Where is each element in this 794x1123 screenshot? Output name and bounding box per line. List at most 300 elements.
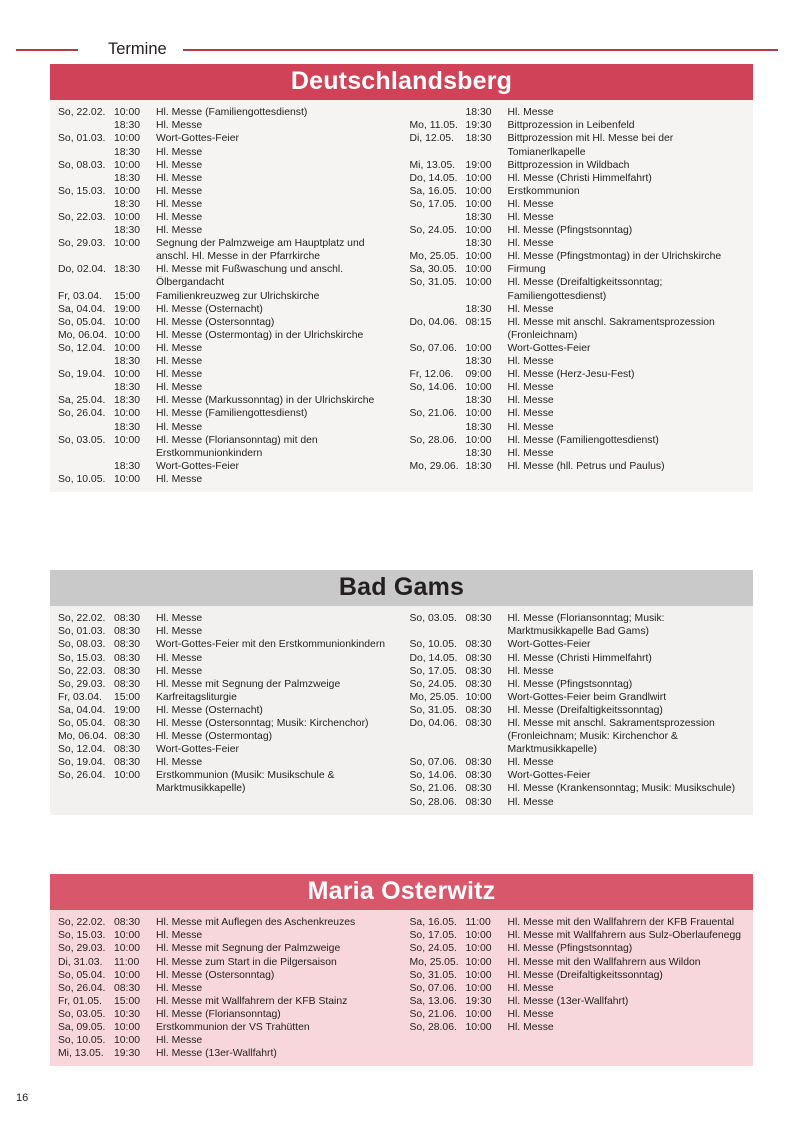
row-time: 08:30	[114, 613, 141, 625]
table-row	[410, 916, 748, 929]
row-date: So, 29.03.	[58, 943, 106, 955]
row-date: Do, 02.04.	[58, 264, 106, 276]
table-row	[410, 796, 748, 809]
table-row	[58, 460, 396, 473]
schedule-table	[410, 612, 748, 808]
header-rule-right	[183, 49, 778, 51]
row-description: Hl. Messe	[156, 159, 203, 171]
row-description: Hl. Messe	[156, 120, 203, 132]
row-time: 10:00	[114, 408, 141, 420]
row-description: Segnung der Palmzweige am Hauptplatz und anschl. Hl. Messe in der Pfarrkirche	[156, 238, 365, 263]
table-row	[410, 276, 748, 302]
table-row	[58, 743, 396, 756]
row-time: 08:30	[114, 744, 141, 756]
row-description: Wort-Gottes-Feier	[156, 744, 239, 756]
table-row	[58, 316, 396, 329]
row-time: 18:30	[114, 264, 141, 276]
table-row	[410, 691, 748, 704]
table-row	[58, 407, 396, 420]
row-description: Hl. Messe (Pfingstsonntag)	[507, 225, 633, 237]
table-row	[410, 185, 748, 198]
row-description: Familienkreuzweg zur Ulrichskirche	[156, 290, 320, 302]
row-time: 08:30	[114, 917, 141, 929]
table-row	[410, 250, 748, 263]
table-row	[58, 132, 396, 145]
table-row	[58, 678, 396, 691]
row-date: Sa, 25.04.	[58, 395, 106, 407]
row-date: Sa, 30.05.	[409, 264, 457, 276]
row-date	[58, 198, 114, 211]
row-time: 10:00	[465, 969, 492, 981]
row-description: Hl. Messe	[507, 382, 554, 394]
row-description: Hl. Messe	[507, 107, 554, 119]
table-row	[58, 652, 396, 665]
row-date: So, 03.05.	[58, 434, 106, 446]
table-row	[410, 665, 748, 678]
table-row	[410, 316, 748, 342]
row-description: Hl. Messe (Familiengottesdienst)	[507, 434, 659, 446]
row-description: Hl. Messe	[156, 1035, 203, 1047]
row-description: Hl. Messe mit Segnung der Palmzweige	[156, 678, 341, 690]
row-date: Sa, 13.06.	[409, 995, 457, 1007]
row-date	[58, 381, 114, 394]
row-description: Hl. Messe	[156, 146, 203, 158]
row-time: 19:30	[465, 995, 492, 1007]
row-time: 10:00	[465, 982, 492, 994]
row-date: So, 22.02.	[58, 917, 106, 929]
row-description: Hl. Messe (Dreifaltigkeitssonntag; Familiengottesdienst)	[507, 277, 663, 302]
row-time: 19:00	[114, 704, 141, 716]
table-row	[58, 211, 396, 224]
table-row	[58, 942, 396, 955]
row-date: So, 29.03.	[58, 238, 106, 250]
table-row	[58, 665, 396, 678]
row-description: Wort-Gottes-Feier	[156, 133, 239, 145]
row-time: 18:30	[465, 107, 492, 119]
row-time: 18:30	[465, 447, 492, 459]
row-description: Firmung	[507, 264, 546, 276]
row-time: 09:00	[465, 369, 492, 381]
row-description: Hl. Messe mit anschl. Sakramentsprozession (Fronleichnam; Musik: Kirchenchor & Marktmusikkapelle)	[507, 718, 715, 756]
row-date: So, 26.04.	[58, 982, 106, 994]
row-date: So, 07.06.	[409, 982, 457, 994]
row-date: So, 05.04.	[58, 718, 106, 729]
row-description: Hl. Messe (Ostermontag) in der Ulrichskirche	[156, 329, 364, 341]
row-time: 15:00	[114, 691, 141, 703]
row-date	[58, 224, 114, 237]
table-row	[58, 625, 396, 638]
row-date: So, 12.04.	[58, 744, 106, 756]
row-description: Hl. Messe	[507, 1008, 554, 1020]
table-row	[410, 717, 748, 756]
row-date: Do, 14.05.	[409, 652, 458, 664]
schedule-table	[58, 106, 396, 486]
row-description: Hl. Messe	[156, 930, 203, 942]
row-description: Hl. Messe	[156, 421, 203, 433]
row-time: 18:30	[114, 120, 141, 132]
row-time: 19:00	[114, 303, 141, 315]
table-row	[58, 769, 396, 795]
row-date: So, 17.05.	[409, 198, 457, 210]
row-time: 10:00	[465, 172, 492, 184]
row-date: So, 26.04.	[58, 408, 106, 420]
row-date	[410, 106, 466, 119]
table-row	[58, 263, 396, 289]
row-time: 10:00	[465, 434, 492, 446]
row-time: 10:00	[465, 185, 492, 197]
row-date: So, 28.06.	[409, 1022, 457, 1033]
table-row	[410, 1021, 748, 1034]
row-description: Wort-Gottes-Feier mit den Erstkommunionkindern	[156, 639, 386, 651]
row-description: Hl. Messe mit Segnung der Palmzweige	[156, 943, 341, 955]
table-row	[58, 929, 396, 942]
table-row	[410, 224, 748, 237]
row-time: 10:00	[114, 212, 141, 223]
row-time: 10:00	[114, 1022, 141, 1033]
table-row	[410, 1008, 748, 1021]
table-row	[58, 995, 396, 1008]
row-date: So, 15.03.	[58, 930, 106, 942]
table-row	[58, 638, 396, 651]
row-description: Hl. Messe	[156, 369, 203, 381]
row-description: Hl. Messe	[156, 473, 203, 485]
row-date: Fr, 12.06.	[409, 369, 454, 381]
row-description: Wort-Gottes-Feier	[507, 639, 591, 651]
row-time: 08:30	[465, 783, 492, 795]
row-description: Erstkommunion der VS Trahütten	[156, 1022, 310, 1033]
section-body	[50, 100, 753, 492]
row-description: Hl. Messe mit den Wallfahrern aus Wildon	[507, 956, 701, 968]
row-description: Hl. Messe	[507, 356, 554, 368]
row-description: Hl. Messe	[156, 172, 203, 184]
row-description: Hl. Messe	[156, 382, 203, 394]
table-row	[58, 730, 396, 743]
row-description: Hl. Messe	[507, 757, 554, 769]
row-description: Hl. Messe	[156, 198, 203, 210]
row-date: Mo, 25.05.	[409, 691, 459, 703]
row-description: Hl. Messe (Christi Himmelfahrt)	[507, 172, 652, 184]
row-description: Bittprozession in Leibenfeld	[507, 120, 635, 132]
row-time: 10:00	[465, 342, 492, 354]
row-date	[410, 237, 466, 250]
row-date: So, 29.03.	[58, 678, 106, 690]
row-date: Di, 12.05.	[409, 133, 454, 145]
row-date: Sa, 16.05.	[409, 185, 457, 197]
row-description: Hl. Messe	[156, 652, 203, 664]
row-time: 08:30	[114, 757, 141, 769]
table-row	[58, 717, 396, 730]
row-time: 10:00	[114, 943, 141, 955]
section-body	[50, 910, 753, 1066]
row-date: So, 22.03.	[58, 212, 106, 223]
row-time: 10:00	[114, 107, 141, 119]
table-row	[58, 185, 396, 198]
row-date: Mo, 25.05.	[409, 251, 459, 263]
table-row	[410, 368, 748, 381]
section-body	[50, 606, 753, 814]
row-time: 08:30	[465, 652, 492, 664]
row-time: 18:30	[114, 198, 141, 210]
table-row	[410, 119, 748, 132]
row-date: Fr, 03.04.	[58, 290, 102, 302]
row-date: So, 12.04.	[58, 342, 106, 354]
table-row	[58, 237, 396, 263]
section-maria-osterwitz	[50, 874, 753, 1066]
row-date: So, 24.05.	[409, 943, 457, 955]
row-description: Hl. Messe mit anschl. Sakramentsprozession (Fronleichnam)	[507, 316, 715, 341]
row-date: So, 05.04.	[58, 969, 106, 981]
row-date: So, 31.05.	[409, 704, 457, 716]
row-description: Hl. Messe	[156, 757, 203, 769]
row-date: So, 05.04.	[58, 316, 106, 328]
row-description: Karfreitagsliturgie	[156, 691, 237, 703]
row-time: 15:00	[114, 290, 141, 302]
row-time: 10:00	[114, 238, 141, 250]
row-date: So, 24.05.	[409, 678, 457, 690]
row-description: Hl. Messe	[156, 185, 203, 197]
row-description: Hl. Messe	[507, 447, 554, 459]
row-date: Sa, 16.05.	[409, 917, 457, 929]
row-time: 18:30	[465, 133, 492, 145]
table-row	[410, 929, 748, 942]
table-row	[58, 119, 396, 132]
row-time: 10:00	[114, 329, 141, 341]
row-date: Mi, 13.05.	[409, 159, 456, 171]
table-row	[410, 394, 748, 407]
table-row	[410, 460, 748, 473]
row-date: Do, 04.06.	[409, 718, 458, 729]
row-date: So, 10.05.	[58, 473, 106, 485]
row-time: 10:00	[465, 691, 492, 703]
row-time: 08:30	[465, 639, 492, 651]
row-description: Hl. Messe	[507, 212, 554, 223]
table-row	[410, 942, 748, 955]
table-row	[410, 211, 748, 224]
row-description: Hl. Messe (Floriansonntag) mit den Erstkommunionkindern	[156, 434, 318, 459]
section-deutschlandsberg	[50, 64, 753, 492]
row-time: 10:00	[465, 382, 492, 394]
row-date	[410, 447, 466, 460]
row-date: Mo, 06.04.	[58, 731, 108, 743]
table-row	[410, 263, 748, 276]
row-date	[58, 421, 114, 434]
row-description: Hl. Messe (Dreifaltigkeitssonntag)	[507, 969, 663, 981]
column-left	[50, 612, 402, 808]
row-time: 18:30	[114, 356, 141, 368]
row-time: 18:30	[114, 172, 141, 184]
table-row	[58, 1034, 396, 1047]
row-time: 18:30	[114, 395, 141, 407]
row-description: Bittprozession mit Hl. Messe bei der Tomianerlkapelle	[507, 133, 674, 158]
row-description: Hl. Messe	[507, 303, 554, 315]
section-bad-gams	[50, 570, 753, 815]
row-time: 15:00	[114, 995, 141, 1007]
row-description: Wort-Gottes-Feier	[507, 770, 591, 782]
row-date	[410, 303, 466, 316]
row-date: So, 21.06.	[409, 783, 457, 795]
row-description: Hl. Messe mit Wallfahrern aus Sulz-Oberlaufenegg	[507, 930, 741, 942]
table-row	[58, 473, 396, 486]
row-time: 18:30	[465, 421, 492, 433]
row-date: So, 21.06.	[409, 1008, 457, 1020]
row-description: Hl. Messe (Krankensonntag; Musik: Musikschule)	[507, 783, 736, 795]
row-description: Hl. Messe (Pfingstsonntag)	[507, 678, 633, 690]
row-date: So, 10.05.	[409, 639, 457, 651]
row-date: So, 15.03.	[58, 652, 106, 664]
row-time: 19:00	[465, 159, 492, 171]
row-time: 10:00	[465, 251, 492, 263]
table-row	[410, 342, 748, 355]
row-description: Hl. Messe	[156, 212, 203, 223]
row-date: So, 14.06.	[409, 770, 457, 782]
column-right	[402, 106, 754, 486]
row-date: So, 24.05.	[409, 225, 457, 237]
table-row	[58, 146, 396, 159]
row-description: Hl. Messe	[156, 356, 203, 368]
table-row	[410, 769, 748, 782]
row-time: 10:00	[114, 342, 141, 354]
table-row	[58, 1021, 396, 1034]
row-time: 08:30	[465, 704, 492, 716]
row-description: Erstkommunion (Musik: Musikschule & Marktmusikkapelle)	[156, 770, 335, 795]
row-time: 08:30	[114, 982, 141, 994]
row-description: Hl. Messe	[156, 225, 203, 237]
table-row	[58, 691, 396, 704]
row-description: Bittprozession in Wildbach	[507, 159, 630, 171]
row-date: So, 21.06.	[409, 408, 457, 420]
row-time: 10:00	[465, 930, 492, 942]
table-row	[410, 198, 748, 211]
row-description: Hl. Messe	[507, 198, 554, 210]
row-description: Hl. Messe (Christi Himmelfahrt)	[507, 652, 652, 664]
table-row	[58, 198, 396, 211]
row-date: So, 03.05.	[58, 1008, 106, 1020]
row-description: Hl. Messe (Ostersonntag)	[156, 316, 275, 328]
row-description: Hl. Messe	[156, 613, 203, 625]
row-time: 08:30	[114, 678, 141, 690]
row-date: Mo, 11.05.	[409, 120, 458, 132]
row-time: 10:00	[114, 316, 141, 328]
row-time: 19:30	[114, 1048, 141, 1060]
row-description: Hl. Messe	[507, 421, 554, 433]
row-time: 10:00	[114, 185, 141, 197]
row-time: 10:00	[114, 369, 141, 381]
column-right	[402, 612, 754, 808]
section-title: Deutschlandsberg	[50, 64, 753, 100]
table-row	[410, 303, 748, 316]
row-time: 08:15	[465, 316, 492, 328]
row-time: 10:00	[114, 133, 141, 145]
row-date	[410, 355, 466, 368]
table-row	[410, 237, 748, 250]
row-description: Hl. Messe	[156, 665, 203, 677]
table-row	[410, 956, 748, 969]
row-description: Hl. Messe (Markussonntag) in der Ulrichskirche	[156, 395, 375, 407]
schedule-table	[410, 106, 748, 473]
row-description: Hl. Messe	[507, 796, 554, 808]
row-date: Sa, 04.04.	[58, 303, 106, 315]
row-time: 10:00	[114, 473, 141, 485]
row-date: Mo, 06.04.	[58, 329, 108, 341]
table-row	[410, 678, 748, 691]
row-description: Hl. Messe mit Auflegen des Aschenkreuzes	[156, 917, 356, 929]
row-description: Hl. Messe (Ostermontag)	[156, 731, 273, 743]
row-date	[58, 355, 114, 368]
row-date: So, 08.03.	[58, 639, 106, 651]
table-row	[410, 447, 748, 460]
row-description: Hl. Messe (Ostersonntag)	[156, 969, 275, 981]
row-time: 10:00	[114, 1035, 141, 1047]
row-date: So, 28.06.	[409, 434, 457, 446]
table-row	[410, 756, 748, 769]
row-description: Hl. Messe (hll. Petrus und Paulus)	[507, 460, 665, 472]
table-row	[410, 782, 748, 795]
row-date: Mo, 25.05.	[409, 956, 459, 968]
row-description: Hl. Messe (Floriansonntag; Musik: Marktmusikkapelle Bad Gams)	[507, 613, 665, 638]
row-time: 08:30	[114, 639, 141, 651]
table-row	[58, 434, 396, 460]
row-description: Hl. Messe	[156, 342, 203, 354]
row-description: Hl. Messe	[156, 626, 203, 638]
row-date: Sa, 04.04.	[58, 704, 106, 716]
row-date: So, 22.02.	[58, 107, 106, 119]
table-row	[58, 916, 396, 929]
row-time: 08:30	[465, 757, 492, 769]
table-row	[410, 652, 748, 665]
row-date: So, 14.06.	[409, 382, 457, 394]
schedule-table	[58, 916, 396, 1060]
table-row	[58, 1008, 396, 1021]
row-time: 08:30	[465, 613, 492, 625]
row-date: So, 28.06.	[409, 796, 457, 808]
row-date: So, 17.05.	[409, 665, 457, 677]
row-time: 08:30	[465, 665, 492, 677]
row-time: 10:00	[465, 225, 492, 237]
row-date	[410, 394, 466, 407]
section-title: Bad Gams	[50, 570, 753, 606]
row-time: 18:30	[114, 225, 141, 237]
table-row	[410, 421, 748, 434]
row-time: 10:30	[114, 1008, 141, 1020]
table-row	[410, 159, 748, 172]
row-time: 08:30	[465, 770, 492, 782]
row-date: Mi, 13.05.	[58, 1048, 104, 1060]
schedule-table	[410, 916, 748, 1034]
table-row	[58, 329, 396, 342]
table-row	[410, 982, 748, 995]
table-row	[410, 132, 748, 158]
page-title: Termine	[108, 39, 167, 58]
row-date	[58, 146, 114, 159]
row-time: 18:30	[465, 238, 492, 250]
table-row	[58, 290, 396, 303]
row-time: 18:30	[465, 212, 492, 223]
section-title: Maria Osterwitz	[50, 874, 753, 910]
row-description: Hl. Messe	[156, 982, 203, 994]
row-time: 11:00	[114, 956, 140, 968]
table-row	[58, 342, 396, 355]
row-date: So, 17.05.	[409, 930, 457, 942]
row-date: Fr, 01.05.	[58, 995, 102, 1007]
row-date: So, 07.06.	[409, 757, 457, 769]
row-time: 18:30	[465, 460, 492, 472]
row-description: Hl. Messe (Osternacht)	[156, 303, 263, 315]
row-time: 08:30	[114, 626, 141, 638]
row-date: So, 31.05.	[409, 277, 457, 289]
column-left	[50, 106, 402, 486]
row-date: So, 19.04.	[58, 369, 106, 381]
schedule-table	[58, 612, 396, 795]
